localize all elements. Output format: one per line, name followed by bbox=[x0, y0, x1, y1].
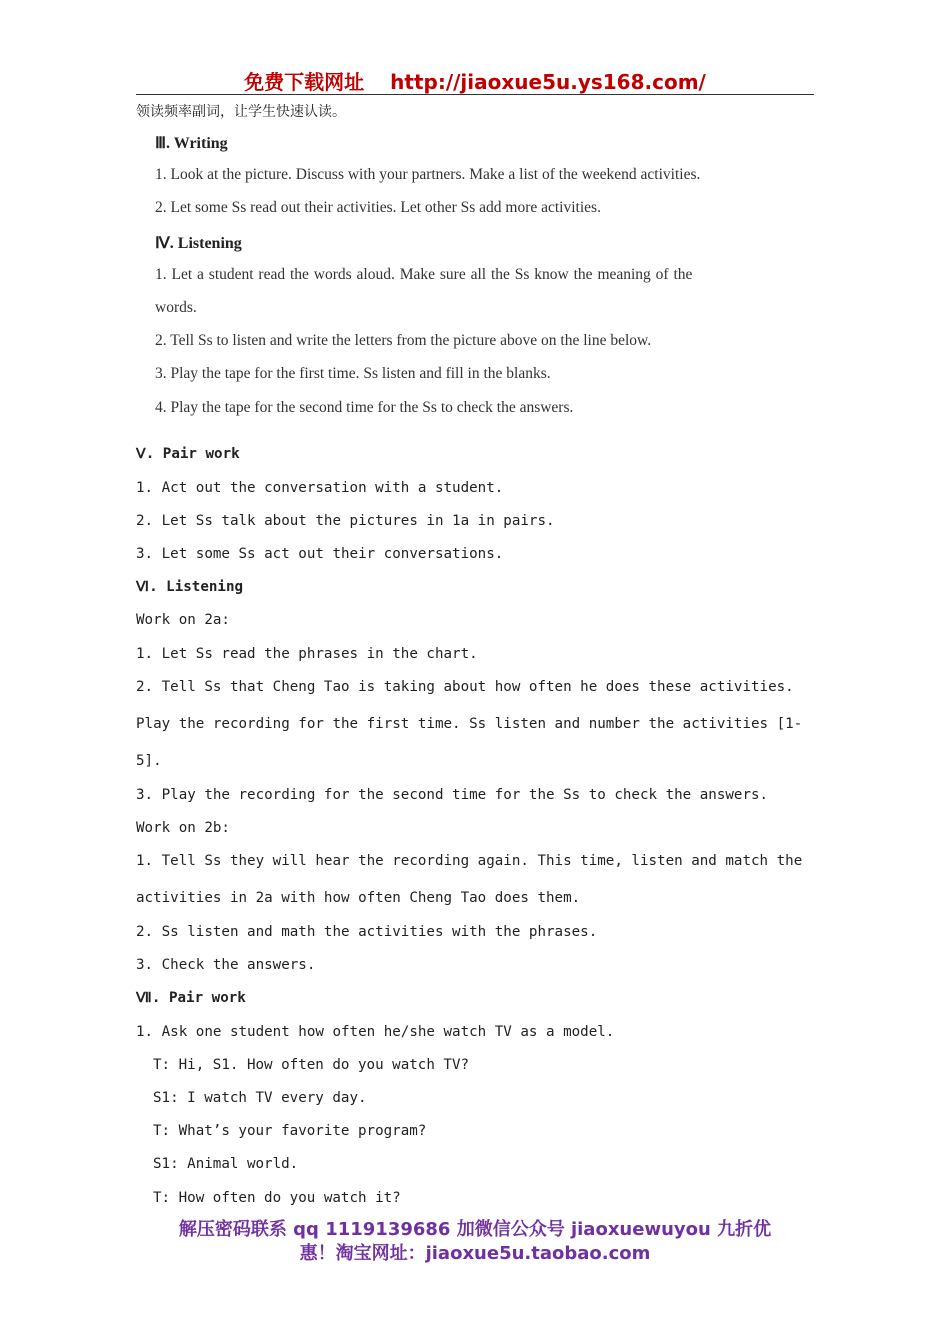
list-item: 3. Check the answers. bbox=[136, 957, 316, 973]
page-header bbox=[136, 66, 814, 95]
list-item: 1. Let Ss read the phrases in the chart. bbox=[136, 646, 478, 662]
page-footer bbox=[136, 1218, 814, 1266]
list-item: 4. Play the tape for the second time for the Ss to check the answers. bbox=[155, 399, 574, 416]
list-item: 3. Play the recording for the second time for the Ss to check the answers. bbox=[136, 787, 769, 803]
list-item: 2. Tell Ss to listen and write the letters from the picture above on the line below. bbox=[155, 332, 652, 349]
header-title: 免费下载网址 bbox=[244, 70, 365, 94]
header-url-link[interactable]: http://jiaoxue5u.ys168.com/ bbox=[390, 70, 706, 94]
list-item: 3. Play the tape for the first time. Ss listen and fill in the blanks. bbox=[155, 365, 551, 382]
section-pair-work-2-heading: Ⅶ. Pair work bbox=[136, 990, 246, 1006]
section-listening-2-heading: Ⅵ. Listening bbox=[136, 579, 244, 595]
list-item: 1. Look at the picture. Discuss with your partners. Make a list of the weekend activities. bbox=[155, 166, 701, 183]
section-writing-heading: Ⅲ. Writing bbox=[155, 135, 228, 152]
intro-line: 领读频率副词，让学生快速认读。 bbox=[136, 104, 346, 120]
list-item: activities in 2a with how often Cheng Tao does them. bbox=[136, 890, 581, 906]
list-item: 1. Let a student read the words aloud. Make sure all the Ss know the meaning of the bbox=[155, 266, 693, 283]
list-item: 2. Let some Ss read out their activities. Let other Ss add more activities. bbox=[155, 199, 601, 216]
header-divider bbox=[136, 94, 814, 95]
list-item: 1. Act out the conversation with a student. bbox=[136, 480, 504, 496]
list-item: 2. Ss listen and math the activities with the phrases. bbox=[136, 924, 598, 940]
footer-line-2: 惠！淘宝网址：jiaoxue5u.taobao.com bbox=[299, 1243, 651, 1264]
dialogue-line: T: What’s your favorite program? bbox=[153, 1123, 427, 1139]
list-item: 1. Tell Ss they will hear the recording again. This time, listen and match the bbox=[136, 853, 803, 869]
section-pair-work-heading: Ⅴ. Pair work bbox=[136, 446, 240, 462]
dialogue-line: T: Hi, S1. How often do you watch TV? bbox=[153, 1057, 470, 1073]
work-2b-label: Work on 2b: bbox=[136, 820, 230, 836]
work-2a-label: Work on 2a: bbox=[136, 612, 230, 628]
list-item: words. bbox=[155, 299, 197, 316]
section-listening-heading: Ⅳ. Listening bbox=[155, 235, 242, 252]
list-item: Play the recording for the first time. Ss listen and number the activities [1- bbox=[136, 716, 803, 732]
dialogue-line: T: How often do you watch it? bbox=[153, 1190, 401, 1206]
dialogue-line: S1: I watch TV every day. bbox=[153, 1090, 367, 1106]
list-item: 2. Tell Ss that Cheng Tao is taking about how often he does these activities. bbox=[136, 679, 794, 695]
list-item: 1. Ask one student how often he/she watch TV as a model. bbox=[136, 1024, 615, 1040]
list-item: 5]. bbox=[136, 753, 162, 769]
list-item: 2. Let Ss talk about the pictures in 1a in pairs. bbox=[136, 513, 555, 529]
footer-line-1: 解压密码联系 qq 1119139686 加微信公众号 jiaoxuewuyou 九折优 bbox=[178, 1219, 772, 1240]
dialogue-line: S1: Animal world. bbox=[153, 1156, 299, 1172]
list-item: 3. Let some Ss act out their conversations. bbox=[136, 546, 504, 562]
